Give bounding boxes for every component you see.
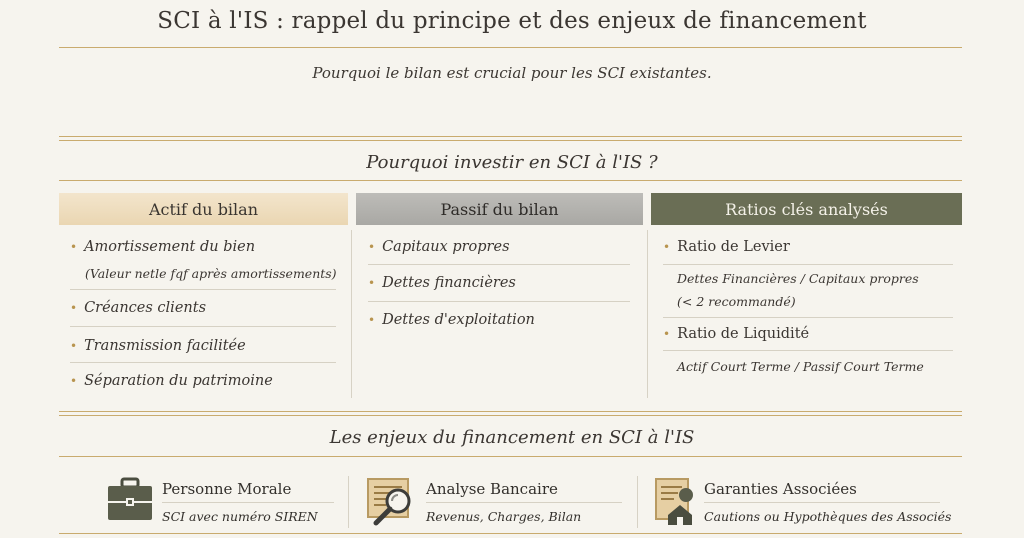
section-divider-top xyxy=(59,136,962,137)
actif-item-sub: (Valeur netle fqf après amortissements) xyxy=(85,266,337,281)
actif-item xyxy=(70,239,255,255)
passif-item-label: Dettes financières xyxy=(382,275,516,291)
passif-item xyxy=(368,239,510,255)
page-subtitle: Pourquoi le bilan est crucial pour les SCI existantes. xyxy=(312,64,712,82)
financing-item-sub: Revenus, Charges, Bilan xyxy=(426,509,582,524)
passif-item-label: Dettes d'exploitation xyxy=(382,312,535,328)
financing-item-label: Analyse Bancaire xyxy=(426,480,558,498)
row-divider xyxy=(70,362,336,363)
magnifier-document-icon xyxy=(366,477,418,527)
invest-title-divider xyxy=(59,180,962,181)
ratio-formula: Dettes Financières / Capitaux propres xyxy=(677,271,919,286)
row-divider xyxy=(70,289,336,290)
actif-item-label: Séparation du patrimoine xyxy=(84,373,273,389)
bullet-icon: • xyxy=(368,276,376,290)
row-divider xyxy=(663,264,953,265)
column-separator xyxy=(348,476,349,528)
invest-section-title: Pourquoi investir en SCI à l'IS ? xyxy=(366,152,658,173)
ratio-item-label: Ratio de Levier xyxy=(677,239,790,255)
bullet-icon: • xyxy=(70,374,78,388)
financing-item-sub: Cautions ou Hypothèques des Associés xyxy=(704,509,952,524)
ratio-recommendation: (< 2 recommandé) xyxy=(677,294,796,309)
passif-item xyxy=(368,312,535,328)
actif-header: Actif du bilan xyxy=(59,193,348,225)
bullet-icon: • xyxy=(70,240,78,254)
financing-item-label: Personne Morale xyxy=(162,480,292,498)
bullet-icon: • xyxy=(70,339,78,353)
financing-section-title: Les enjeux du financement en SCI à l'IS xyxy=(329,427,695,448)
financing-divider-top xyxy=(59,411,962,412)
bullet-icon: • xyxy=(70,301,78,315)
financing-item-label: Garanties Associées xyxy=(704,480,857,498)
row-divider xyxy=(663,317,953,318)
actif-item xyxy=(70,338,246,354)
row-divider xyxy=(704,502,940,503)
bullet-icon: • xyxy=(368,240,376,254)
row-divider xyxy=(368,301,630,302)
row-divider xyxy=(663,350,953,351)
actif-item xyxy=(70,373,273,389)
financing-title-divider xyxy=(59,456,962,457)
actif-item-label: Amortissement du bien xyxy=(84,239,256,255)
section-divider-top-2 xyxy=(59,140,962,141)
column-separator xyxy=(351,230,352,398)
actif-item-label: Transmission facilitée xyxy=(84,338,246,354)
ratio-item xyxy=(663,326,809,342)
bottom-divider xyxy=(59,533,962,534)
bullet-icon: • xyxy=(663,240,671,254)
page-title: SCI à l'IS : rappel du principe et des enjeux de financement xyxy=(157,8,867,34)
financing-item-sub: SCI avec numéro SIREN xyxy=(162,509,318,524)
bullet-icon: • xyxy=(368,313,376,327)
row-divider xyxy=(426,502,622,503)
actif-item-label: Créances clients xyxy=(84,300,207,316)
bullet-icon: • xyxy=(663,327,671,341)
passif-header: Passif du bilan xyxy=(356,193,643,225)
briefcase-icon xyxy=(106,477,154,523)
ratio-item-label: Ratio de Liquidité xyxy=(677,326,810,342)
ratio-item xyxy=(663,239,790,255)
actif-item xyxy=(70,300,206,316)
column-separator xyxy=(647,230,648,398)
guarantee-document-house-icon xyxy=(654,477,698,527)
row-divider xyxy=(162,502,334,503)
title-divider xyxy=(59,47,962,48)
financing-divider-top-2 xyxy=(59,415,962,416)
passif-item-label: Capitaux propres xyxy=(382,239,510,255)
passif-item xyxy=(368,275,516,291)
ratio-formula: Actif Court Terme / Passif Court Terme xyxy=(677,359,924,374)
ratios-header: Ratios clés analysés xyxy=(651,193,962,225)
row-divider xyxy=(70,326,336,327)
column-separator xyxy=(637,476,638,528)
row-divider xyxy=(368,264,630,265)
